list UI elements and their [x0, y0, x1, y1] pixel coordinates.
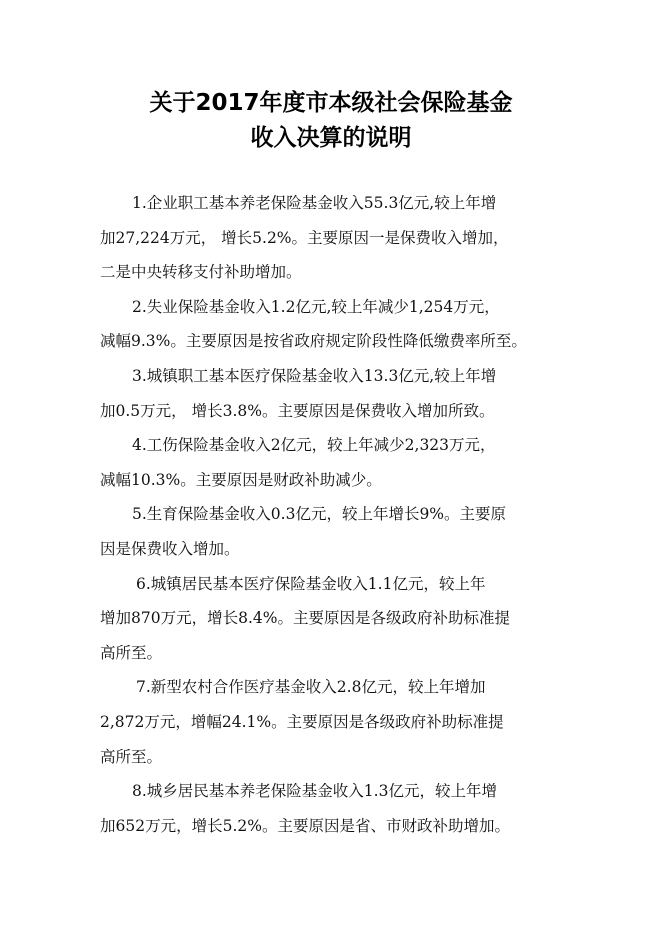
document-title-line1: 关于2017年度市本级社会保险基金	[149, 90, 513, 116]
paragraph-line: 二是中央转移支付补助增加。	[100, 263, 302, 282]
paragraph-line: 1.企业职工基本养老保险基金收入55.3亿元,较上年增	[132, 194, 497, 212]
paragraph-line: 4.工伤保险基金收入2亿元，较上年减少2,323万元，	[132, 436, 496, 455]
paragraph-line: 8.城乡居民基本养老保险基金收入1.3亿元，较上年增	[132, 782, 497, 801]
paragraph-4	[100, 428, 570, 497]
paragraph-line: 增加870万元，增长8.4%。主要原因是各级政府补助标准提	[100, 609, 510, 628]
document-title-line2: 收入决算的说明	[250, 125, 412, 151]
paragraph-line: 3.城镇职工基本医疗保险基金收入13.3亿元,较上年增	[132, 366, 497, 385]
paragraph-5	[100, 497, 570, 566]
paragraph-line: 2,872万元，增幅24.1%。主要原因是各级政府补助标准提	[100, 712, 504, 731]
paragraph-line: 6.城镇居民基本医疗保险基金收入1.1亿元，较上年	[136, 574, 486, 593]
paragraph-line: 减幅10.3%。主要原因是财政补助减少。	[100, 470, 382, 489]
paragraph-6	[100, 567, 570, 671]
paragraph-line: 减幅9.3%。主要原因是按省政府规定阶段性降低缴费率所至。	[100, 332, 527, 351]
paragraph-line: 加27,224万元， 增长5.2%。主要原因一是保费收入增加，	[100, 228, 509, 247]
document-body	[100, 186, 570, 843]
paragraph-7	[100, 670, 570, 774]
paragraph-8	[100, 774, 570, 843]
paragraph-1	[100, 186, 570, 290]
paragraph-line: 高所至。	[100, 643, 163, 662]
paragraph-2	[100, 290, 570, 359]
paragraph-3	[100, 359, 570, 428]
paragraph-line: 加652万元，增长5.2%。主要原因是省、市财政补助增加。	[100, 816, 510, 835]
paragraph-line: 加0.5万元， 增长3.8%。主要原因是保费收入增加所致。	[100, 401, 495, 420]
paragraph-line: 2.失业保险基金收入1.2亿元,较上年减少1,254万元，	[132, 297, 500, 316]
paragraph-line: 5.生育保险基金收入0.3亿元，较上年增长9%。主要原	[132, 505, 507, 524]
paragraph-line: 因是保费收入增加。	[100, 539, 240, 558]
paragraph-line: 高所至。	[100, 747, 163, 766]
paragraph-line: 7.新型农村合作医疗基金收入2.8亿元，较上年增加	[136, 678, 486, 697]
